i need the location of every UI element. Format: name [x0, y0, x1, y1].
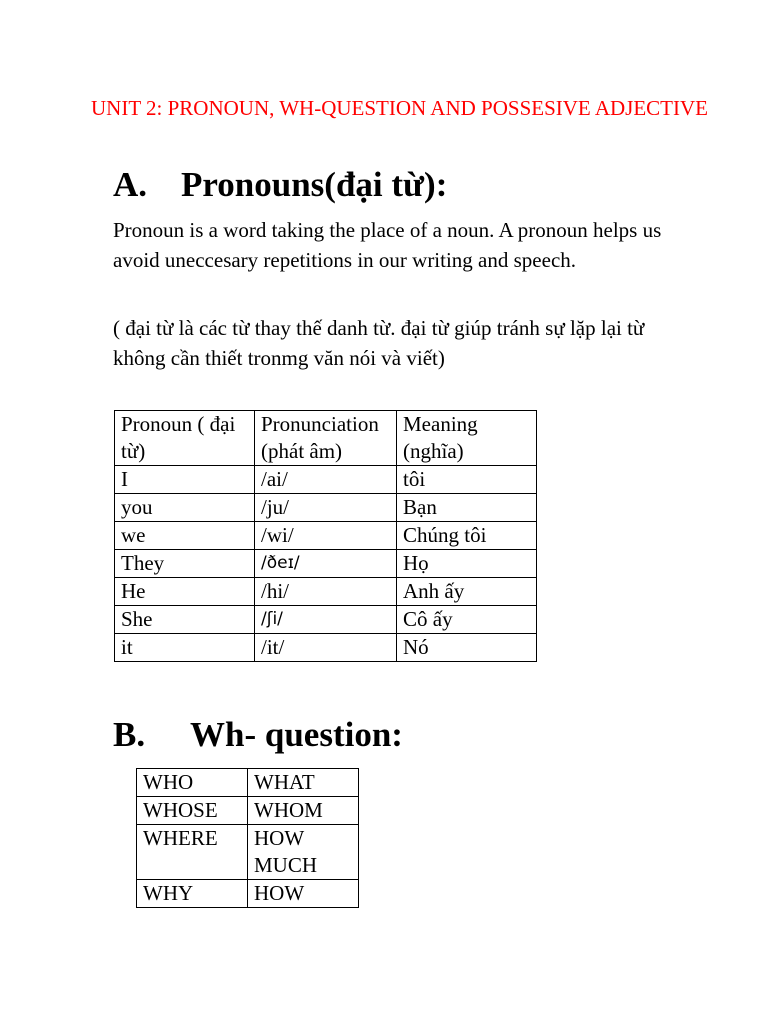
- pronoun-table: [114, 410, 537, 662]
- meaning-cell: Nó: [397, 634, 537, 662]
- pronoun-cell: it: [115, 634, 255, 662]
- section-a-heading: [113, 165, 447, 205]
- section-b-title: Wh- question:: [190, 715, 403, 754]
- wh-word-cell: WHOM: [248, 797, 359, 825]
- meaning-cell: Họ: [397, 550, 537, 578]
- table-row: [115, 466, 537, 494]
- pronoun-cell: you: [115, 494, 255, 522]
- wh-question-table: [136, 768, 359, 908]
- table-row: [115, 634, 537, 662]
- header-pronoun: Pronoun ( đại từ): [115, 411, 255, 466]
- pronoun-cell: I: [115, 466, 255, 494]
- section-a-letter: A.: [113, 165, 148, 204]
- wh-word-cell: WHERE: [137, 825, 248, 880]
- table-row: [137, 797, 359, 825]
- pronoun-cell: He: [115, 578, 255, 606]
- table-row: [115, 606, 537, 634]
- pronoun-definition-en: Pronoun is a word taking the place of a noun. A pronoun helps us avoid uneccesary repetitions in our writing and speech.: [113, 218, 662, 272]
- wh-word-cell: HOW MUCH: [248, 825, 359, 880]
- table-row: [115, 494, 537, 522]
- header-meaning: Meaning (nghĩa): [397, 411, 537, 466]
- section-b-letter: B.: [113, 715, 146, 754]
- section-b-heading: [113, 715, 403, 755]
- pronoun-cell: we: [115, 522, 255, 550]
- meaning-cell: Cô ấy: [397, 606, 537, 634]
- wh-word-cell: HOW: [248, 880, 359, 908]
- table-row: [115, 578, 537, 606]
- wh-word-cell: WHOSE: [137, 797, 248, 825]
- pronunciation-cell: /ai/: [255, 466, 397, 494]
- pronoun-cell: She: [115, 606, 255, 634]
- table-row: [137, 825, 359, 880]
- table-header-row: [115, 411, 537, 466]
- pronunciation-cell: /ju/: [255, 494, 397, 522]
- wh-word-cell: WHO: [137, 769, 248, 797]
- meaning-cell: tôi: [397, 466, 537, 494]
- table-row: [137, 769, 359, 797]
- wh-word-cell: WHY: [137, 880, 248, 908]
- pronoun-cell: They: [115, 550, 255, 578]
- meaning-cell: Anh ấy: [397, 578, 537, 606]
- table-row: [137, 880, 359, 908]
- meaning-cell: Chúng tôi: [397, 522, 537, 550]
- table-row: [115, 550, 537, 578]
- header-pronunciation: Pronunciation (phát âm): [255, 411, 397, 466]
- pronunciation-cell: /ʃi/: [255, 606, 397, 634]
- pronunciation-cell: /hi/: [255, 578, 397, 606]
- pronoun-definition-vi: ( đại từ là các từ thay thế danh từ. đại từ giúp tránh sự lặp lại từ không cần thiết tronmg văn nói và viết): [113, 316, 645, 370]
- section-a-title: Pronouns(đại từ):: [181, 165, 448, 204]
- pronunciation-cell: /it/: [255, 634, 397, 662]
- unit-title: UNIT 2: PRONOUN, WH-QUESTION AND POSSESIVE ADJECTIVE: [91, 96, 708, 120]
- meaning-cell: Bạn: [397, 494, 537, 522]
- wh-word-cell: WHAT: [248, 769, 359, 797]
- table-row: [115, 522, 537, 550]
- pronunciation-cell: /wi/: [255, 522, 397, 550]
- pronunciation-cell: /ðeɪ/: [255, 550, 397, 578]
